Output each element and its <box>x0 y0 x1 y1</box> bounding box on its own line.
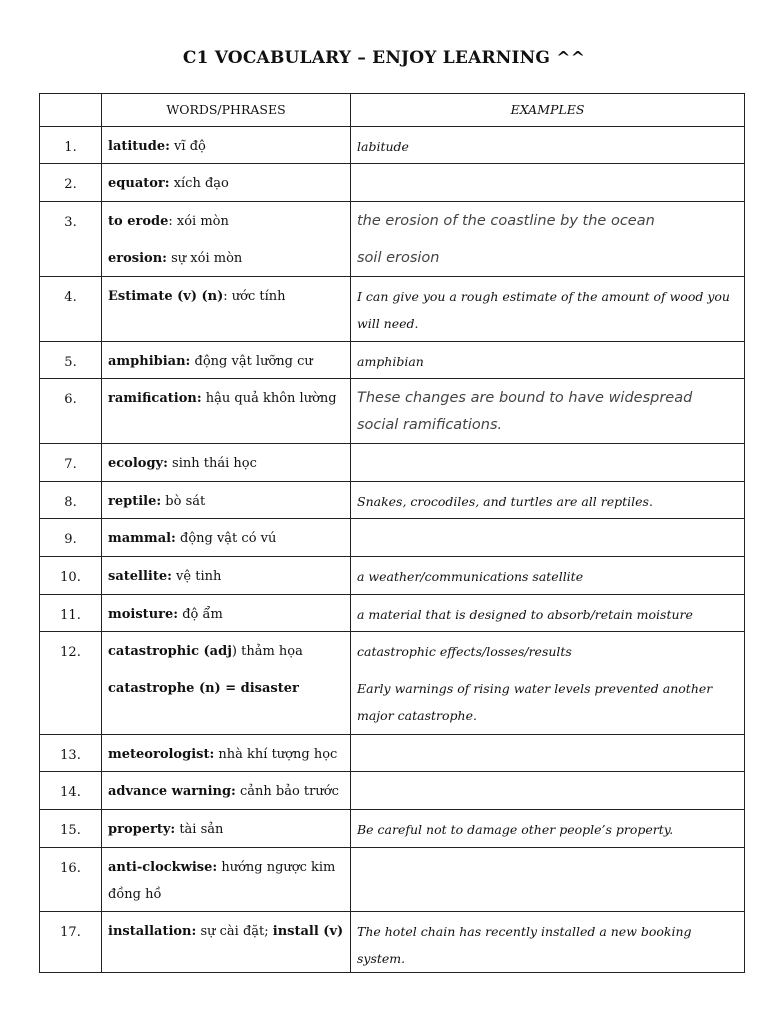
table-row <box>40 202 745 277</box>
word-entry <box>108 854 344 908</box>
page-title: C1 VOCABULARY – ENJOY LEARNING ^^ <box>182 48 586 68</box>
vocab-term: mammal: <box>108 531 176 546</box>
table-row <box>40 127 745 164</box>
vocab-term: anti-clockwise: <box>108 860 218 875</box>
word-entry <box>108 348 344 375</box>
word-cell <box>102 444 351 482</box>
vocab-term: Estimate (v) (n) <box>108 289 224 304</box>
table-row <box>40 519 745 557</box>
row-number: 15. <box>40 810 102 848</box>
example-cell <box>351 202 745 277</box>
row-number: 14. <box>40 772 102 810</box>
vocab-term: installation: <box>108 924 197 939</box>
word-cell <box>102 595 351 632</box>
row-number: 11. <box>40 595 102 632</box>
table-row <box>40 848 745 912</box>
vocab-definition: tài sản <box>175 822 224 837</box>
word-cell <box>102 202 351 277</box>
example-cell <box>351 164 745 202</box>
example-cell <box>351 912 745 973</box>
example-cell <box>351 277 745 342</box>
example-cell <box>351 379 745 444</box>
table-body <box>40 127 745 973</box>
vocab-term: moisture: <box>108 607 179 622</box>
word-entry <box>108 450 344 477</box>
word-entry <box>108 245 344 272</box>
row-number: 2. <box>40 164 102 202</box>
word-cell <box>102 810 351 848</box>
header-examples: EXAMPLES <box>351 94 745 127</box>
example-sentence: a weather/communications satellite <box>357 569 584 584</box>
table-row <box>40 557 745 595</box>
example-cell <box>351 848 745 912</box>
word-entry <box>108 283 344 310</box>
word-entry <box>108 741 344 768</box>
word-entry <box>108 525 344 552</box>
row-number: 1. <box>40 127 102 164</box>
table-row <box>40 342 745 379</box>
example-sentence: the erosion of the coastline by the ocean <box>357 213 655 229</box>
example-sentence: Snakes, crocodiles, and turtles are all reptiles. <box>357 494 653 509</box>
vocab-term: catastrophe (n) = disaster <box>108 681 299 696</box>
word-cell <box>102 379 351 444</box>
vocab-term: to erode <box>108 214 169 229</box>
row-number: 6. <box>40 379 102 444</box>
vocab-term: equator: <box>108 176 170 191</box>
word-entry <box>108 675 344 702</box>
vocab-term: property: <box>108 822 176 837</box>
row-number: 12. <box>40 632 102 735</box>
word-entry <box>108 563 344 590</box>
vocab-definition: : xói mòn <box>168 214 229 229</box>
example-cell <box>351 127 745 164</box>
table-row <box>40 164 745 202</box>
table-row <box>40 772 745 810</box>
example-cell <box>351 810 745 848</box>
example-cell <box>351 772 745 810</box>
vocab-term: install (v) <box>272 924 344 939</box>
word-entry <box>108 170 344 197</box>
word-entry <box>108 601 344 628</box>
vocab-definition: sự cài đặt; <box>196 924 273 939</box>
vocab-term: ecology: <box>108 456 168 471</box>
word-entry <box>108 918 344 945</box>
word-entry <box>108 208 344 235</box>
word-cell <box>102 482 351 519</box>
word-cell <box>102 557 351 595</box>
vocab-term: latitude: <box>108 139 170 154</box>
vocab-term: ramification: <box>108 391 202 406</box>
example-sentence: catastrophic effects/losses/results <box>357 644 572 659</box>
vocab-term: advance warning: <box>108 784 236 799</box>
row-number: 10. <box>40 557 102 595</box>
word-cell <box>102 772 351 810</box>
word-cell <box>102 164 351 202</box>
example-sentence: a material that is designed to absorb/retain moisture <box>357 607 693 622</box>
example-sentence: These changes are bound to have widespread social ramifications. <box>357 390 693 433</box>
word-cell <box>102 519 351 557</box>
vocabulary-table <box>39 93 745 973</box>
example-sentence: amphibian <box>357 354 424 369</box>
example-sentence: labitude <box>357 139 409 154</box>
example-cell <box>351 519 745 557</box>
example-sentence: soil erosion <box>357 250 440 266</box>
word-cell <box>102 127 351 164</box>
example-cell <box>351 735 745 772</box>
vocab-term: reptile: <box>108 494 162 509</box>
vocab-definition: xích đạo <box>169 176 229 191</box>
word-cell <box>102 277 351 342</box>
word-cell <box>102 342 351 379</box>
table-row <box>40 912 745 973</box>
example-cell <box>351 342 745 379</box>
word-cell <box>102 912 351 973</box>
table-row <box>40 632 745 735</box>
vocab-definition: vĩ độ <box>169 139 206 154</box>
word-entry <box>108 778 344 805</box>
example-cell <box>351 595 745 632</box>
row-number: 5. <box>40 342 102 379</box>
word-entry <box>108 488 344 515</box>
word-entry <box>108 638 344 665</box>
vocab-definition: : ước tính <box>223 289 286 304</box>
table-row <box>40 379 745 444</box>
row-number: 17. <box>40 912 102 973</box>
row-number: 3. <box>40 202 102 277</box>
vocab-definition: sinh thái học <box>167 456 257 471</box>
vocab-term: amphibian: <box>108 354 191 369</box>
word-cell <box>102 632 351 735</box>
vocab-definition: sự xói mòn <box>166 251 243 266</box>
table-row <box>40 735 745 772</box>
table-row <box>40 277 745 342</box>
word-entry <box>108 816 344 843</box>
vocab-definition: cảnh bảo trước <box>235 784 339 799</box>
row-number: 8. <box>40 482 102 519</box>
table-row <box>40 482 745 519</box>
example-sentence: Early warnings of rising water levels prevented another major catastrophe. <box>357 681 713 723</box>
vocab-definition: động vật có vú <box>175 531 277 546</box>
table-row <box>40 444 745 482</box>
header-words-phrases: WORDS/PHRASES <box>102 94 351 127</box>
word-cell <box>102 848 351 912</box>
row-number: 7. <box>40 444 102 482</box>
vocab-definition: nhà khí tượng học <box>214 747 338 762</box>
example-sentence: I can give you a rough estimate of the amount of wood you will need. <box>357 289 730 331</box>
word-cell <box>102 735 351 772</box>
example-sentence: Be careful not to damage other people’s property. <box>357 822 674 837</box>
table-row <box>40 595 745 632</box>
vocab-definition: động vật lưỡng cư <box>190 354 313 369</box>
row-number: 9. <box>40 519 102 557</box>
vocab-definition: bò sát <box>161 494 206 509</box>
vocab-definition: vệ tinh <box>171 569 222 584</box>
row-number: 4. <box>40 277 102 342</box>
vocab-term: satellite: <box>108 569 172 584</box>
vocab-term: catastrophic (adj <box>108 644 232 659</box>
row-number: 13. <box>40 735 102 772</box>
vocab-definition: độ ẩm <box>178 607 223 622</box>
table-header-row <box>40 94 745 127</box>
example-cell <box>351 632 745 735</box>
word-entry <box>108 385 344 412</box>
row-number: 16. <box>40 848 102 912</box>
vocab-term: meteorologist: <box>108 747 215 762</box>
header-number <box>40 94 102 127</box>
vocab-term: erosion: <box>108 251 167 266</box>
table-row <box>40 810 745 848</box>
word-entry <box>108 133 344 160</box>
vocab-definition: hậu quả khôn lường <box>201 391 337 406</box>
example-cell <box>351 557 745 595</box>
vocab-definition: hướng ngược kim đồng hồ <box>108 860 336 902</box>
example-sentence: The hotel chain has recently installed a new booking system. <box>357 924 692 966</box>
example-cell <box>351 444 745 482</box>
example-cell <box>351 482 745 519</box>
vocab-definition: ) thảm họa <box>231 644 303 659</box>
